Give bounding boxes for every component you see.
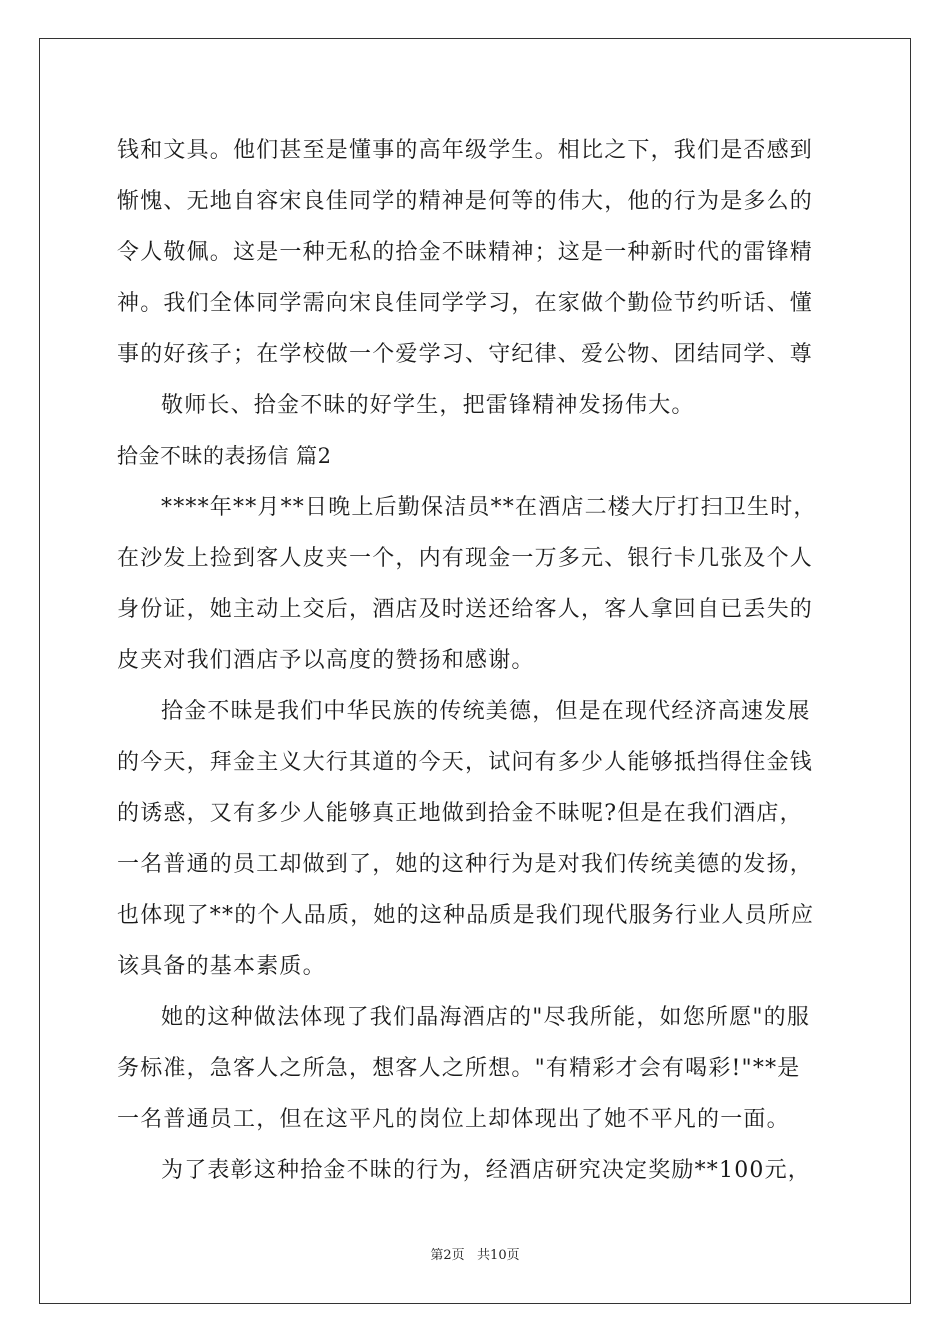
text-line: 令人敬佩。这是一种无私的拾金不昧精神；这是一种新时代的雷锋精 bbox=[117, 240, 814, 265]
text-line: 神。我们全体同学需向宋良佳同学学习，在家做个勤俭节约听话、懂 bbox=[117, 291, 814, 316]
text-line: 一名普通的员工却做到了，她的这种行为是对我们传统美德的发扬， bbox=[117, 852, 814, 877]
text-line: 一名普通员工，但在这平凡的岗位上却体现出了她不平凡的一面。 bbox=[117, 1107, 790, 1132]
text-line: 该具备的基本素质。 bbox=[117, 954, 326, 979]
text-line: 她的这种做法体现了我们晶海酒店的"尽我所能，如您所愿"的服 bbox=[161, 1005, 811, 1030]
text-line: 敬师长、拾金不昧的好学生，把雷锋精神发扬伟大。 bbox=[161, 393, 695, 418]
text-line: 务标准，急客人之所急，想客人之所想。"有精彩才会有喝彩!"**是 bbox=[117, 1056, 801, 1081]
text-line: 拾金不昧是我们中华民族的传统美德，但是在现代经济高速发展 bbox=[161, 699, 811, 724]
text-line: 身份证，她主动上交后，酒店及时送还给客人，客人拿回自已丢失的 bbox=[117, 597, 814, 622]
paragraph-continued bbox=[117, 125, 833, 431]
document-body bbox=[117, 125, 833, 1196]
text-line: 的诱惑，又有多少人能够真正地做到拾金不昧呢?但是在我们酒店， bbox=[117, 801, 803, 826]
text-line: 惭愧、无地自容宋良佳同学的精神是何等的伟大，他的行为是多么的 bbox=[117, 189, 814, 214]
text-line: ****年**月**日晚上后勤保洁员**在酒店二楼大厅打扫卫生时， bbox=[161, 495, 817, 520]
text-line: 在沙发上捡到客人皮夹一个，内有现金一万多元、银行卡几张及个人 bbox=[117, 546, 814, 571]
text-line: 也体现了**的个人品质，她的这种品质是我们现代服务行业人员所应 bbox=[117, 903, 815, 928]
text-line: 为了表彰这种拾金不昧的行为，经酒店研究决定奖励**100元， bbox=[161, 1158, 811, 1183]
section-body bbox=[117, 482, 833, 1196]
page-number: 第2页 共10页 bbox=[430, 1248, 520, 1263]
text-line: 事的好孩子；在学校做一个爱学习、守纪律、爱公物、团结同学、尊 bbox=[117, 342, 814, 367]
text-line: 的今天，拜金主义大行其道的今天，试问有多少人能够抵挡得住金钱 bbox=[117, 750, 814, 775]
text-line: 皮夹对我们酒店予以高度的赞扬和感谢。 bbox=[117, 648, 535, 673]
text-line: 钱和文具。他们甚至是懂事的高年级学生。相比之下，我们是否感到 bbox=[117, 138, 814, 163]
section-heading: 拾金不昧的表扬信 篇2 bbox=[117, 444, 332, 468]
